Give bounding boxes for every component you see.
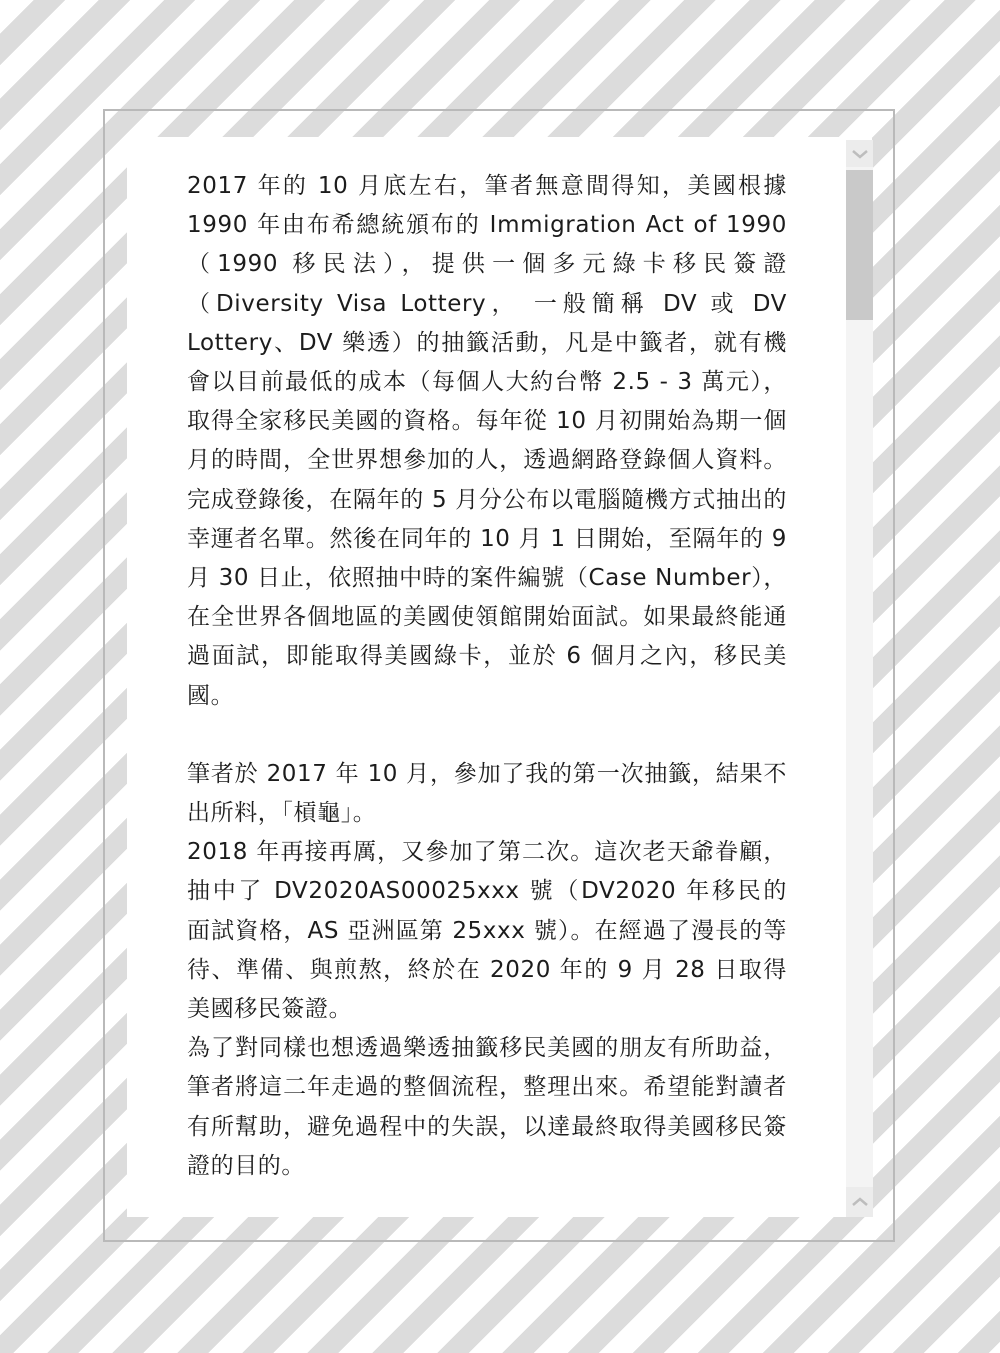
paragraph-intro: 2017 年的 10 月底左右，筆者無意間得知，美國根據 1990 年由布希總統頒布的 Immigration Act of 1990（1990 移民法），提供一個多元綠卡移民簽證（Diversity Visa Lottery， 一般簡稱 DV 或 DV Lottery、DV 樂透）的抽籤活動，凡是中籤者，就有機會以目前最低的成本（每個人大約台幣 2.5 - 3 萬元），取得全家移民美國的資格。每年從 10 月初開始為期一個月的時間，全世界想參加的人，透過網路登錄個人資料。完成登錄後，在隔年的 5 月分公布以電腦隨機方式抽出的幸運者名單。然後在同年的 10 月 1 日開始，至隔年的 9 月 30 日止，依照抽中時的案件編號（Case Number），在全世界各個地區的美國使領館開始面試。如果最終能通過面試，即能取得美國綠卡，並於 6 個月之內，移民美國。 (187, 173, 787, 709)
paragraph-second-draw: 2018 年再接再厲，又參加了第二次。這次老天爺眷顧，抽中了 DV2020AS00025xxx 號（DV2020 年移民的面試資格，AS 亞洲區第 25xxx 號）。在經過了漫長的等待、準備、與煎熬，終於在 2020 年的 9 月 28 日取得美國移民簽證。 (187, 839, 787, 1023)
scroll-up-button[interactable] (846, 140, 873, 167)
paragraph-spacer (187, 716, 787, 755)
chevron-up-icon (850, 1196, 870, 1208)
chevron-down-icon (850, 148, 870, 160)
paragraph-purpose: 為了對同樣也想透過樂透抽籤移民美國的朋友有所助益，筆者將這二年走過的整個流程，整理出來。希望能對讀者有所幫助，避免過程中的失誤，以達最終取得美國移民簽證的目的。 (187, 1035, 787, 1179)
text-panel (127, 137, 872, 1217)
scroll-down-button[interactable] (846, 1187, 873, 1217)
paragraph-first-draw: 筆者於 2017 年 10 月，參加了我的第一次抽籤，結果不出所料，「槓龜」。 (187, 760, 787, 827)
scrollbar-thumb[interactable] (846, 170, 873, 320)
scrollbar-track[interactable] (846, 167, 873, 1187)
article-body (187, 167, 787, 1186)
